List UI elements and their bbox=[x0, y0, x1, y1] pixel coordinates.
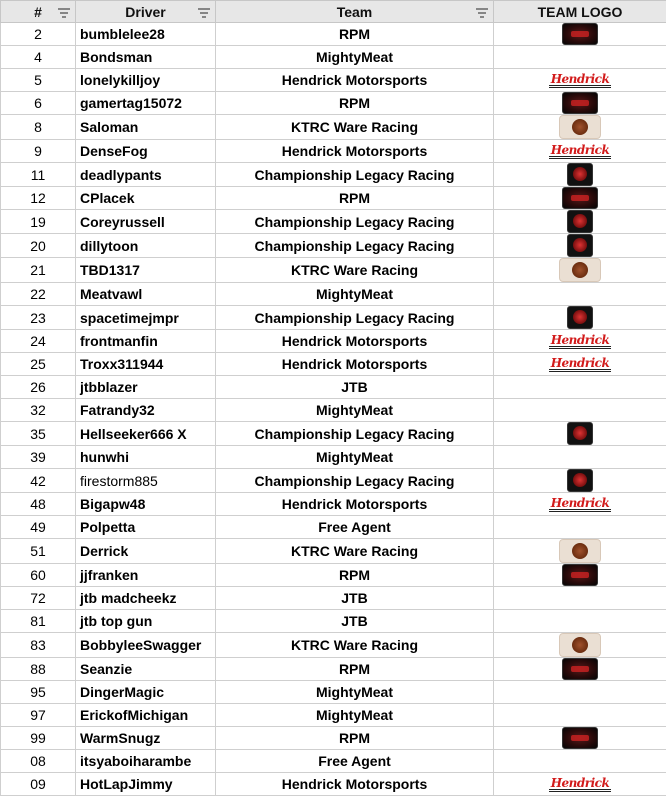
driver-cell[interactable]: Hellseeker666 X bbox=[76, 422, 216, 446]
team-cell[interactable]: KTRC Ware Racing bbox=[216, 539, 494, 564]
car-number-cell[interactable]: 48 bbox=[1, 493, 76, 516]
team-logo-cell[interactable] bbox=[494, 469, 666, 493]
team-logo-cell[interactable] bbox=[494, 516, 666, 539]
team-cell[interactable]: Hendrick Motorsports bbox=[216, 353, 494, 376]
filter-icon[interactable] bbox=[198, 6, 210, 17]
team-logo-cell[interactable] bbox=[494, 446, 666, 469]
rpm-logo bbox=[562, 23, 598, 45]
team-cell[interactable]: MightyMeat bbox=[216, 681, 494, 704]
car-number-cell[interactable]: 4 bbox=[1, 46, 76, 69]
team-logo-cell[interactable] bbox=[494, 283, 666, 306]
ktrc-logo bbox=[559, 633, 601, 657]
header-team[interactable] bbox=[216, 1, 494, 23]
team-cell[interactable]: Free Agent bbox=[216, 516, 494, 539]
cl-logo bbox=[567, 469, 593, 492]
team-logo-cell[interactable] bbox=[494, 376, 666, 399]
team-cell[interactable]: RPM bbox=[216, 23, 494, 46]
team-cell[interactable]: Hendrick Motorsports bbox=[216, 69, 494, 92]
table-row bbox=[1, 234, 666, 258]
team-cell[interactable]: KTRC Ware Racing bbox=[216, 115, 494, 140]
team-cell[interactable]: JTB bbox=[216, 376, 494, 399]
table-row bbox=[1, 69, 666, 92]
team-cell[interactable]: Championship Legacy Racing bbox=[216, 210, 494, 234]
team-cell[interactable]: JTB bbox=[216, 610, 494, 633]
table-row bbox=[1, 658, 666, 681]
team-logo-cell[interactable] bbox=[494, 330, 666, 353]
team-cell[interactable]: RPM bbox=[216, 92, 494, 115]
team-logo-cell[interactable] bbox=[494, 92, 666, 115]
table-row bbox=[1, 446, 666, 469]
driver-cell[interactable]: Coreyrussell bbox=[76, 210, 216, 234]
team-cell[interactable]: Hendrick Motorsports bbox=[216, 773, 494, 796]
team-logo-cell[interactable] bbox=[494, 773, 666, 796]
car-number-cell[interactable]: 20 bbox=[1, 234, 76, 258]
team-logo-cell[interactable] bbox=[494, 187, 666, 210]
driver-cell[interactable]: spacetimejmpr bbox=[76, 306, 216, 330]
car-number-cell[interactable]: 81 bbox=[1, 610, 76, 633]
table-row bbox=[1, 306, 666, 330]
team-logo-cell[interactable] bbox=[494, 750, 666, 773]
team-logo-cell[interactable] bbox=[494, 23, 666, 46]
table-row bbox=[1, 587, 666, 610]
car-number-cell[interactable]: 12 bbox=[1, 187, 76, 210]
cl-logo bbox=[567, 163, 593, 186]
driver-cell[interactable]: Bondsman bbox=[76, 46, 216, 69]
team-cell[interactable]: MightyMeat bbox=[216, 46, 494, 69]
table-row bbox=[1, 516, 666, 539]
driver-cell[interactable]: jtb top gun bbox=[76, 610, 216, 633]
team-cell[interactable]: Championship Legacy Racing bbox=[216, 234, 494, 258]
rpm-logo bbox=[562, 658, 598, 680]
team-logo-cell[interactable] bbox=[494, 539, 666, 564]
team-cell[interactable]: Championship Legacy Racing bbox=[216, 469, 494, 493]
rpm-logo bbox=[562, 92, 598, 114]
car-number-cell[interactable]: 72 bbox=[1, 587, 76, 610]
team-cell[interactable]: Hendrick Motorsports bbox=[216, 140, 494, 163]
table-row bbox=[1, 681, 666, 704]
car-number-cell[interactable]: 99 bbox=[1, 727, 76, 750]
table-row bbox=[1, 210, 666, 234]
car-number-cell[interactable]: 21 bbox=[1, 258, 76, 283]
table-row bbox=[1, 399, 666, 422]
team-logo-cell[interactable] bbox=[494, 633, 666, 658]
team-logo-cell[interactable] bbox=[494, 727, 666, 750]
driver-cell[interactable]: ErickofMichigan bbox=[76, 704, 216, 727]
driver-cell[interactable]: DingerMagic bbox=[76, 681, 216, 704]
driver-cell[interactable]: WarmSnugz bbox=[76, 727, 216, 750]
table-row bbox=[1, 727, 666, 750]
table-row bbox=[1, 610, 666, 633]
driver-cell[interactable]: frontmanfin bbox=[76, 330, 216, 353]
car-number-cell[interactable]: 39 bbox=[1, 446, 76, 469]
car-number-cell[interactable]: 09 bbox=[1, 773, 76, 796]
team-cell[interactable]: MightyMeat bbox=[216, 704, 494, 727]
car-number-cell[interactable]: 88 bbox=[1, 658, 76, 681]
car-number-cell[interactable]: 60 bbox=[1, 564, 76, 587]
team-logo-cell[interactable] bbox=[494, 353, 666, 376]
hendrick-logo: Hendrick bbox=[549, 144, 612, 159]
driver-cell[interactable]: CPlacek bbox=[76, 187, 216, 210]
header-team-logo[interactable] bbox=[494, 1, 666, 23]
team-cell[interactable]: JTB bbox=[216, 587, 494, 610]
driver-cell[interactable]: Meatvawl bbox=[76, 283, 216, 306]
table-row bbox=[1, 23, 666, 46]
team-cell[interactable]: KTRC Ware Racing bbox=[216, 258, 494, 283]
cl-logo bbox=[567, 210, 593, 233]
table-row bbox=[1, 187, 666, 210]
team-cell[interactable]: Free Agent bbox=[216, 750, 494, 773]
car-number-cell[interactable]: 97 bbox=[1, 704, 76, 727]
hendrick-logo: Hendrick bbox=[549, 777, 612, 792]
driver-cell[interactable]: itsyaboiharambe bbox=[76, 750, 216, 773]
car-number-cell[interactable]: 6 bbox=[1, 92, 76, 115]
team-logo-cell[interactable] bbox=[494, 399, 666, 422]
team-logo-cell[interactable] bbox=[494, 704, 666, 727]
table-row bbox=[1, 422, 666, 446]
driver-cell[interactable]: Troxx311944 bbox=[76, 353, 216, 376]
driver-cell[interactable]: deadlypants bbox=[76, 163, 216, 187]
driver-cell[interactable]: Seanzie bbox=[76, 658, 216, 681]
cl-logo bbox=[567, 234, 593, 257]
cl-logo bbox=[567, 422, 593, 445]
driver-cell[interactable]: Fatrandy32 bbox=[76, 399, 216, 422]
team-cell[interactable]: Championship Legacy Racing bbox=[216, 306, 494, 330]
header-number[interactable] bbox=[1, 1, 76, 23]
table-row bbox=[1, 750, 666, 773]
table-row bbox=[1, 140, 666, 163]
team-logo-cell[interactable] bbox=[494, 658, 666, 681]
rpm-logo bbox=[562, 727, 598, 749]
car-number-cell[interactable]: 83 bbox=[1, 633, 76, 658]
table-row bbox=[1, 539, 666, 564]
car-number-cell[interactable]: 11 bbox=[1, 163, 76, 187]
driver-cell[interactable]: HotLapJimmy bbox=[76, 773, 216, 796]
table-row bbox=[1, 773, 666, 796]
header-team-logo-label: TEAM LOGO bbox=[538, 4, 623, 20]
driver-cell[interactable]: DenseFog bbox=[76, 140, 216, 163]
table-row bbox=[1, 633, 666, 658]
header-row bbox=[1, 1, 666, 23]
car-number-cell[interactable]: 49 bbox=[1, 516, 76, 539]
driver-cell[interactable]: Derrick bbox=[76, 539, 216, 564]
rpm-logo bbox=[562, 564, 598, 586]
team-cell[interactable]: KTRC Ware Racing bbox=[216, 633, 494, 658]
team-logo-cell[interactable] bbox=[494, 115, 666, 140]
driver-cell[interactable]: jtbblazer bbox=[76, 376, 216, 399]
team-cell[interactable]: RPM bbox=[216, 727, 494, 750]
header-driver-label: Driver bbox=[125, 4, 165, 20]
team-logo-cell[interactable] bbox=[494, 163, 666, 187]
team-logo-cell[interactable] bbox=[494, 564, 666, 587]
team-logo-cell[interactable] bbox=[494, 610, 666, 633]
team-logo-cell[interactable] bbox=[494, 140, 666, 163]
team-cell[interactable]: Hendrick Motorsports bbox=[216, 493, 494, 516]
team-logo-cell[interactable] bbox=[494, 69, 666, 92]
car-number-cell[interactable]: 25 bbox=[1, 353, 76, 376]
car-number-cell[interactable]: 51 bbox=[1, 539, 76, 564]
car-number-cell[interactable]: 26 bbox=[1, 376, 76, 399]
table-row bbox=[1, 92, 666, 115]
car-number-cell[interactable]: 22 bbox=[1, 283, 76, 306]
driver-cell[interactable]: gamertag15072 bbox=[76, 92, 216, 115]
driver-cell[interactable]: TBD1317 bbox=[76, 258, 216, 283]
driver-cell[interactable]: dillytoon bbox=[76, 234, 216, 258]
car-number-cell[interactable]: 5 bbox=[1, 69, 76, 92]
team-logo-cell[interactable] bbox=[494, 258, 666, 283]
filter-icon[interactable] bbox=[58, 6, 70, 17]
team-cell[interactable]: Hendrick Motorsports bbox=[216, 330, 494, 353]
driver-cell[interactable]: jtb madcheekz bbox=[76, 587, 216, 610]
team-logo-cell[interactable] bbox=[494, 210, 666, 234]
table-row bbox=[1, 115, 666, 140]
table-body bbox=[1, 23, 666, 796]
ktrc-logo bbox=[559, 258, 601, 282]
team-logo-cell[interactable] bbox=[494, 46, 666, 69]
team-cell[interactable]: RPM bbox=[216, 658, 494, 681]
car-number-cell[interactable]: 19 bbox=[1, 210, 76, 234]
team-logo-cell[interactable] bbox=[494, 234, 666, 258]
cl-logo bbox=[567, 306, 593, 329]
team-logo-cell[interactable] bbox=[494, 493, 666, 516]
driver-cell[interactable]: hunwhi bbox=[76, 446, 216, 469]
table-row bbox=[1, 258, 666, 283]
car-number-cell[interactable]: 8 bbox=[1, 115, 76, 140]
car-number-cell[interactable]: 2 bbox=[1, 23, 76, 46]
team-cell[interactable]: MightyMeat bbox=[216, 446, 494, 469]
header-driver[interactable] bbox=[76, 1, 216, 23]
hendrick-logo: Hendrick bbox=[549, 73, 612, 88]
car-number-cell[interactable]: 24 bbox=[1, 330, 76, 353]
car-number-cell[interactable]: 23 bbox=[1, 306, 76, 330]
driver-cell[interactable]: Bigapw48 bbox=[76, 493, 216, 516]
header-team-label: Team bbox=[337, 4, 373, 20]
driver-cell[interactable]: BobbyleeSwagger bbox=[76, 633, 216, 658]
car-number-cell[interactable]: 95 bbox=[1, 681, 76, 704]
hendrick-logo: Hendrick bbox=[549, 497, 612, 512]
table-row bbox=[1, 283, 666, 306]
hendrick-logo: Hendrick bbox=[549, 334, 612, 349]
table-row bbox=[1, 353, 666, 376]
table-row bbox=[1, 330, 666, 353]
table-row bbox=[1, 46, 666, 69]
table-row bbox=[1, 493, 666, 516]
driver-cell[interactable]: lonelykilljoy bbox=[76, 69, 216, 92]
table-row bbox=[1, 704, 666, 727]
table-row bbox=[1, 469, 666, 493]
car-number-cell[interactable]: 42 bbox=[1, 469, 76, 493]
car-number-cell[interactable]: 32 bbox=[1, 399, 76, 422]
table-row bbox=[1, 376, 666, 399]
team-cell[interactable]: MightyMeat bbox=[216, 399, 494, 422]
header-number-label: # bbox=[34, 4, 42, 20]
car-number-cell[interactable]: 9 bbox=[1, 140, 76, 163]
team-logo-cell[interactable] bbox=[494, 681, 666, 704]
team-logo-cell[interactable] bbox=[494, 306, 666, 330]
team-cell[interactable]: Championship Legacy Racing bbox=[216, 163, 494, 187]
driver-cell[interactable]: jjfranken bbox=[76, 564, 216, 587]
driver-cell[interactable]: firestorm885 bbox=[76, 469, 216, 493]
team-cell[interactable]: RPM bbox=[216, 187, 494, 210]
ktrc-logo bbox=[559, 539, 601, 563]
team-logo-cell[interactable] bbox=[494, 587, 666, 610]
driver-cell[interactable]: Polpetta bbox=[76, 516, 216, 539]
team-cell[interactable]: RPM bbox=[216, 564, 494, 587]
car-number-cell[interactable]: 35 bbox=[1, 422, 76, 446]
rpm-logo bbox=[562, 187, 598, 209]
hendrick-logo: Hendrick bbox=[549, 357, 612, 372]
team-cell[interactable]: Championship Legacy Racing bbox=[216, 422, 494, 446]
table-row bbox=[1, 163, 666, 187]
driver-cell[interactable]: Saloman bbox=[76, 115, 216, 140]
filter-icon[interactable] bbox=[476, 6, 488, 17]
ktrc-logo bbox=[559, 115, 601, 139]
team-cell[interactable]: MightyMeat bbox=[216, 283, 494, 306]
car-number-cell[interactable]: 08 bbox=[1, 750, 76, 773]
table-row bbox=[1, 564, 666, 587]
driver-cell[interactable]: bumblelee28 bbox=[76, 23, 216, 46]
team-logo-cell[interactable] bbox=[494, 422, 666, 446]
